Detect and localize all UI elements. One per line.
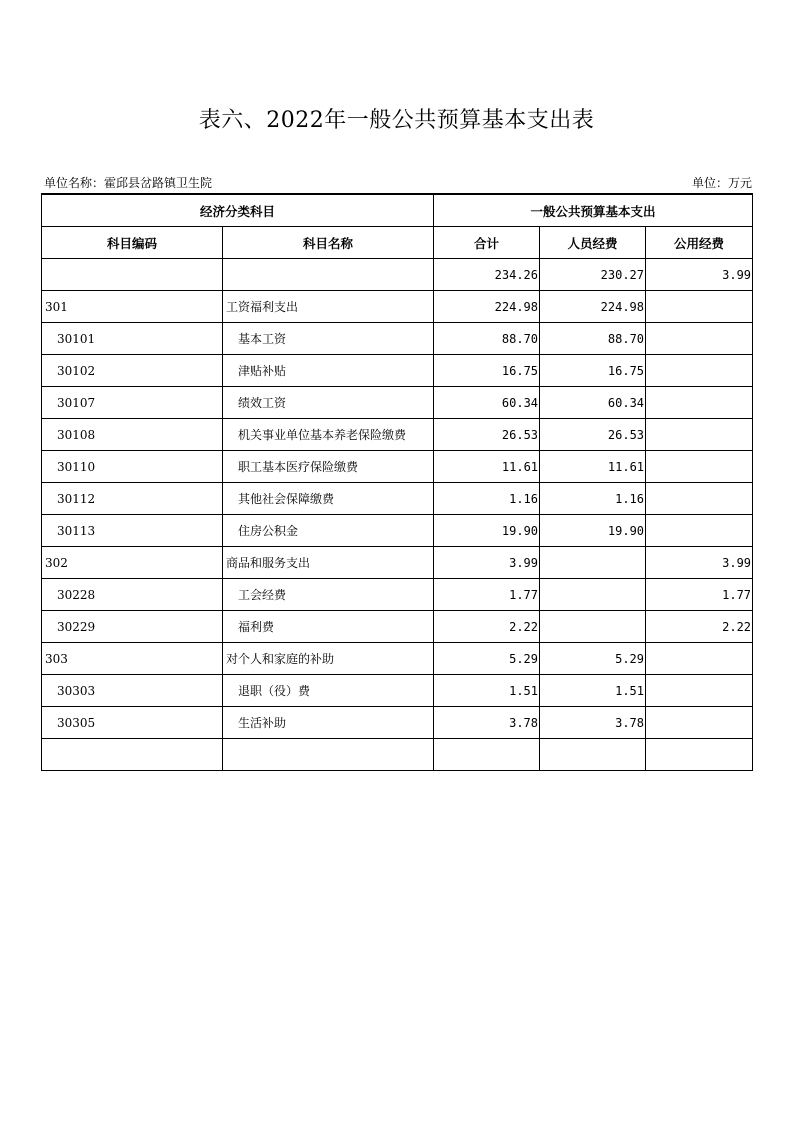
row-name-cell: 机关事业单位基本养老保险缴费 bbox=[223, 419, 434, 451]
row-total-cell: 16.75 bbox=[434, 355, 540, 387]
row-total-cell: 1.16 bbox=[434, 483, 540, 515]
row-personnel-cell: 1.51 bbox=[540, 675, 646, 707]
table-row bbox=[42, 387, 753, 419]
row-name-cell bbox=[223, 259, 434, 291]
table-row bbox=[42, 643, 753, 675]
row-code-cell: 30108 bbox=[42, 419, 223, 451]
header-economic-classification: 经济分类科目 bbox=[42, 194, 434, 227]
header-row-group bbox=[42, 194, 753, 227]
row-personnel-cell: 60.34 bbox=[540, 387, 646, 419]
row-public-cell: 2.22 bbox=[646, 611, 753, 643]
row-code-cell: 303 bbox=[42, 643, 223, 675]
row-name-cell: 生活补助 bbox=[223, 707, 434, 739]
row-personnel-cell: 19.90 bbox=[540, 515, 646, 547]
row-code-cell: 30101 bbox=[42, 323, 223, 355]
table-row bbox=[42, 515, 753, 547]
row-code-cell bbox=[42, 739, 223, 771]
table-row bbox=[42, 291, 753, 323]
row-total-cell: 26.53 bbox=[434, 419, 540, 451]
row-name-cell: 职工基本医疗保险缴费 bbox=[223, 451, 434, 483]
row-code-cell: 30305 bbox=[42, 707, 223, 739]
row-name-cell: 住房公积金 bbox=[223, 515, 434, 547]
row-total-cell: 2.22 bbox=[434, 611, 540, 643]
row-public-cell bbox=[646, 291, 753, 323]
unit-name: 单位名称：霍邱县岔路镇卫生院 bbox=[44, 176, 213, 190]
header-code: 科目编码 bbox=[42, 227, 223, 259]
row-name-cell: 基本工资 bbox=[223, 323, 434, 355]
header-personnel: 人员经费 bbox=[540, 227, 646, 259]
row-name-cell: 对个人和家庭的补助 bbox=[223, 643, 434, 675]
row-name-cell: 工会经费 bbox=[223, 579, 434, 611]
row-public-cell bbox=[646, 355, 753, 387]
row-total-cell: 3.99 bbox=[434, 547, 540, 579]
table-row bbox=[42, 547, 753, 579]
row-personnel-cell bbox=[540, 547, 646, 579]
row-public-cell bbox=[646, 739, 753, 771]
row-code-cell: 30107 bbox=[42, 387, 223, 419]
header-basic-expenditure: 一般公共预算基本支出 bbox=[434, 194, 753, 227]
row-total-cell bbox=[434, 739, 540, 771]
unit-label: 单位：万元 bbox=[691, 176, 752, 190]
row-total-cell: 1.51 bbox=[434, 675, 540, 707]
row-public-cell bbox=[646, 451, 753, 483]
table-body bbox=[42, 259, 753, 771]
row-personnel-cell: 3.78 bbox=[540, 707, 646, 739]
row-personnel-cell: 11.61 bbox=[540, 451, 646, 483]
row-public-cell bbox=[646, 387, 753, 419]
row-total-cell: 224.98 bbox=[434, 291, 540, 323]
page-title: 表六、2022年一般公共预算基本支出表 bbox=[198, 108, 595, 133]
row-public-cell bbox=[646, 707, 753, 739]
row-name-cell: 津贴补贴 bbox=[223, 355, 434, 387]
row-total-cell: 60.34 bbox=[434, 387, 540, 419]
table-row bbox=[42, 611, 753, 643]
row-total-cell: 88.70 bbox=[434, 323, 540, 355]
table-row bbox=[42, 707, 753, 739]
row-total-cell: 19.90 bbox=[434, 515, 540, 547]
row-public-cell: 3.99 bbox=[646, 259, 753, 291]
row-personnel-cell bbox=[540, 739, 646, 771]
row-code-cell: 30229 bbox=[42, 611, 223, 643]
table-row bbox=[42, 675, 753, 707]
row-personnel-cell: 26.53 bbox=[540, 419, 646, 451]
row-personnel-cell: 1.16 bbox=[540, 483, 646, 515]
table-row bbox=[42, 323, 753, 355]
row-code-cell: 30102 bbox=[42, 355, 223, 387]
row-name-cell: 商品和服务支出 bbox=[223, 547, 434, 579]
row-name-cell: 绩效工资 bbox=[223, 387, 434, 419]
row-personnel-cell bbox=[540, 579, 646, 611]
header-total: 合计 bbox=[434, 227, 540, 259]
row-code-cell: 30110 bbox=[42, 451, 223, 483]
row-total-cell: 234.26 bbox=[434, 259, 540, 291]
row-public-cell bbox=[646, 675, 753, 707]
row-public-cell: 3.99 bbox=[646, 547, 753, 579]
row-code-cell: 30303 bbox=[42, 675, 223, 707]
row-total-cell: 11.61 bbox=[434, 451, 540, 483]
row-code-cell: 301 bbox=[42, 291, 223, 323]
row-public-cell: 1.77 bbox=[646, 579, 753, 611]
row-public-cell bbox=[646, 483, 753, 515]
header-row-columns bbox=[42, 227, 753, 259]
header-public: 公用经费 bbox=[646, 227, 753, 259]
row-public-cell bbox=[646, 323, 753, 355]
table-row bbox=[42, 419, 753, 451]
row-total-cell: 3.78 bbox=[434, 707, 540, 739]
row-name-cell: 工资福利支出 bbox=[223, 291, 434, 323]
table-row bbox=[42, 483, 753, 515]
table-row bbox=[42, 259, 753, 291]
row-personnel-cell: 16.75 bbox=[540, 355, 646, 387]
row-public-cell bbox=[646, 419, 753, 451]
row-name-cell: 退职（役）费 bbox=[223, 675, 434, 707]
row-total-cell: 1.77 bbox=[434, 579, 540, 611]
table-row bbox=[42, 579, 753, 611]
row-public-cell bbox=[646, 515, 753, 547]
row-personnel-cell: 88.70 bbox=[540, 323, 646, 355]
row-name-cell: 其他社会保障缴费 bbox=[223, 483, 434, 515]
row-personnel-cell: 230.27 bbox=[540, 259, 646, 291]
row-public-cell bbox=[646, 643, 753, 675]
row-code-cell: 302 bbox=[42, 547, 223, 579]
row-name-cell: 福利费 bbox=[223, 611, 434, 643]
row-personnel-cell: 224.98 bbox=[540, 291, 646, 323]
row-personnel-cell bbox=[540, 611, 646, 643]
row-code-cell: 30228 bbox=[42, 579, 223, 611]
header-name: 科目名称 bbox=[223, 227, 434, 259]
row-total-cell: 5.29 bbox=[434, 643, 540, 675]
row-name-cell bbox=[223, 739, 434, 771]
row-personnel-cell: 5.29 bbox=[540, 643, 646, 675]
unit-info-row bbox=[44, 174, 752, 190]
row-code-cell bbox=[42, 259, 223, 291]
budget-table bbox=[41, 193, 753, 771]
table-row bbox=[42, 451, 753, 483]
row-code-cell: 30113 bbox=[42, 515, 223, 547]
row-code-cell: 30112 bbox=[42, 483, 223, 515]
table-row bbox=[42, 355, 753, 387]
table-row bbox=[42, 739, 753, 771]
